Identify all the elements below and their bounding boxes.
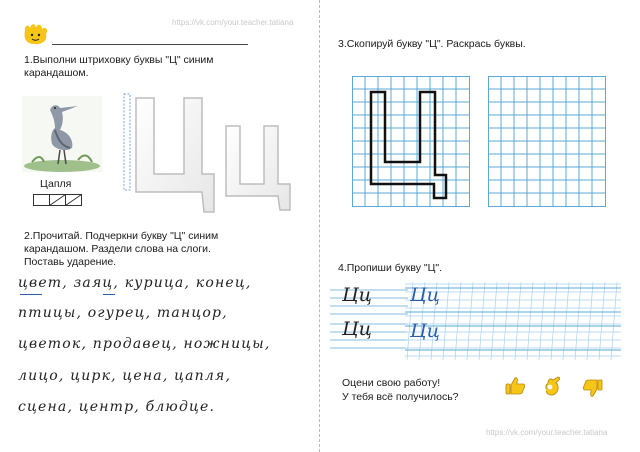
word-line: цветок, продавец, ножницы,: [18, 336, 271, 352]
page-divider: [319, 0, 320, 452]
task2-text-line2: карандашом. Раздели слова на слоги.: [24, 243, 211, 255]
word-line: лицо, цирк, цена, цапля,: [18, 368, 232, 384]
name-line[interactable]: [52, 44, 248, 45]
task1-text-line1: 1.Выполни штриховку буквы "Ц" синим: [24, 54, 214, 66]
task3-text: 3.Скопируй букву "Ц". Раскрась буквы.: [338, 38, 526, 50]
underline-mark: [20, 294, 42, 295]
big-letter-outline: [108, 88, 304, 216]
ok-hand-icon[interactable]: [542, 375, 562, 397]
evaluation-line2: У тебя всё получилось?: [342, 391, 459, 403]
watermark-top: https://vk.com/your.teacher.tatiana: [172, 18, 294, 27]
heron-picture: [22, 96, 102, 172]
task4-text: 4.Пропиши букву "Ц".: [338, 262, 443, 274]
heron-caption: Цапля: [40, 178, 72, 190]
copy-grid-left[interactable]: [352, 76, 470, 207]
word-line: цвет, заяц, курица, конец,: [18, 275, 252, 291]
evaluation-line1: Оцени свою работу!: [342, 377, 441, 389]
task2-text-line3: Поставь ударение.: [24, 256, 117, 268]
sample-blue-2: Цц: [410, 320, 440, 342]
watermark-bottom: https://vk.com/your.teacher.tatiana: [486, 428, 608, 437]
word-line: птицы, огурец, танцор,: [18, 305, 228, 321]
word-line: сцена, центр, блюдце.: [18, 399, 216, 415]
syllable-scheme: [33, 194, 83, 206]
thumbs-down-icon[interactable]: [582, 378, 604, 398]
underline-mark: [103, 294, 115, 295]
sample-blue-1: Цц: [410, 284, 440, 306]
sample-black-2: Цц: [342, 318, 372, 340]
task1-text-line2: карандашом.: [24, 67, 89, 79]
mascot-icon: [22, 22, 50, 46]
copy-grid-right[interactable]: [488, 76, 606, 207]
thumbs-up-icon[interactable]: [504, 376, 526, 396]
sample-black-1: Цц: [342, 284, 372, 306]
task2-text-line1: 2.Прочитай. Подчеркни букву "Ц" синим: [24, 230, 219, 242]
